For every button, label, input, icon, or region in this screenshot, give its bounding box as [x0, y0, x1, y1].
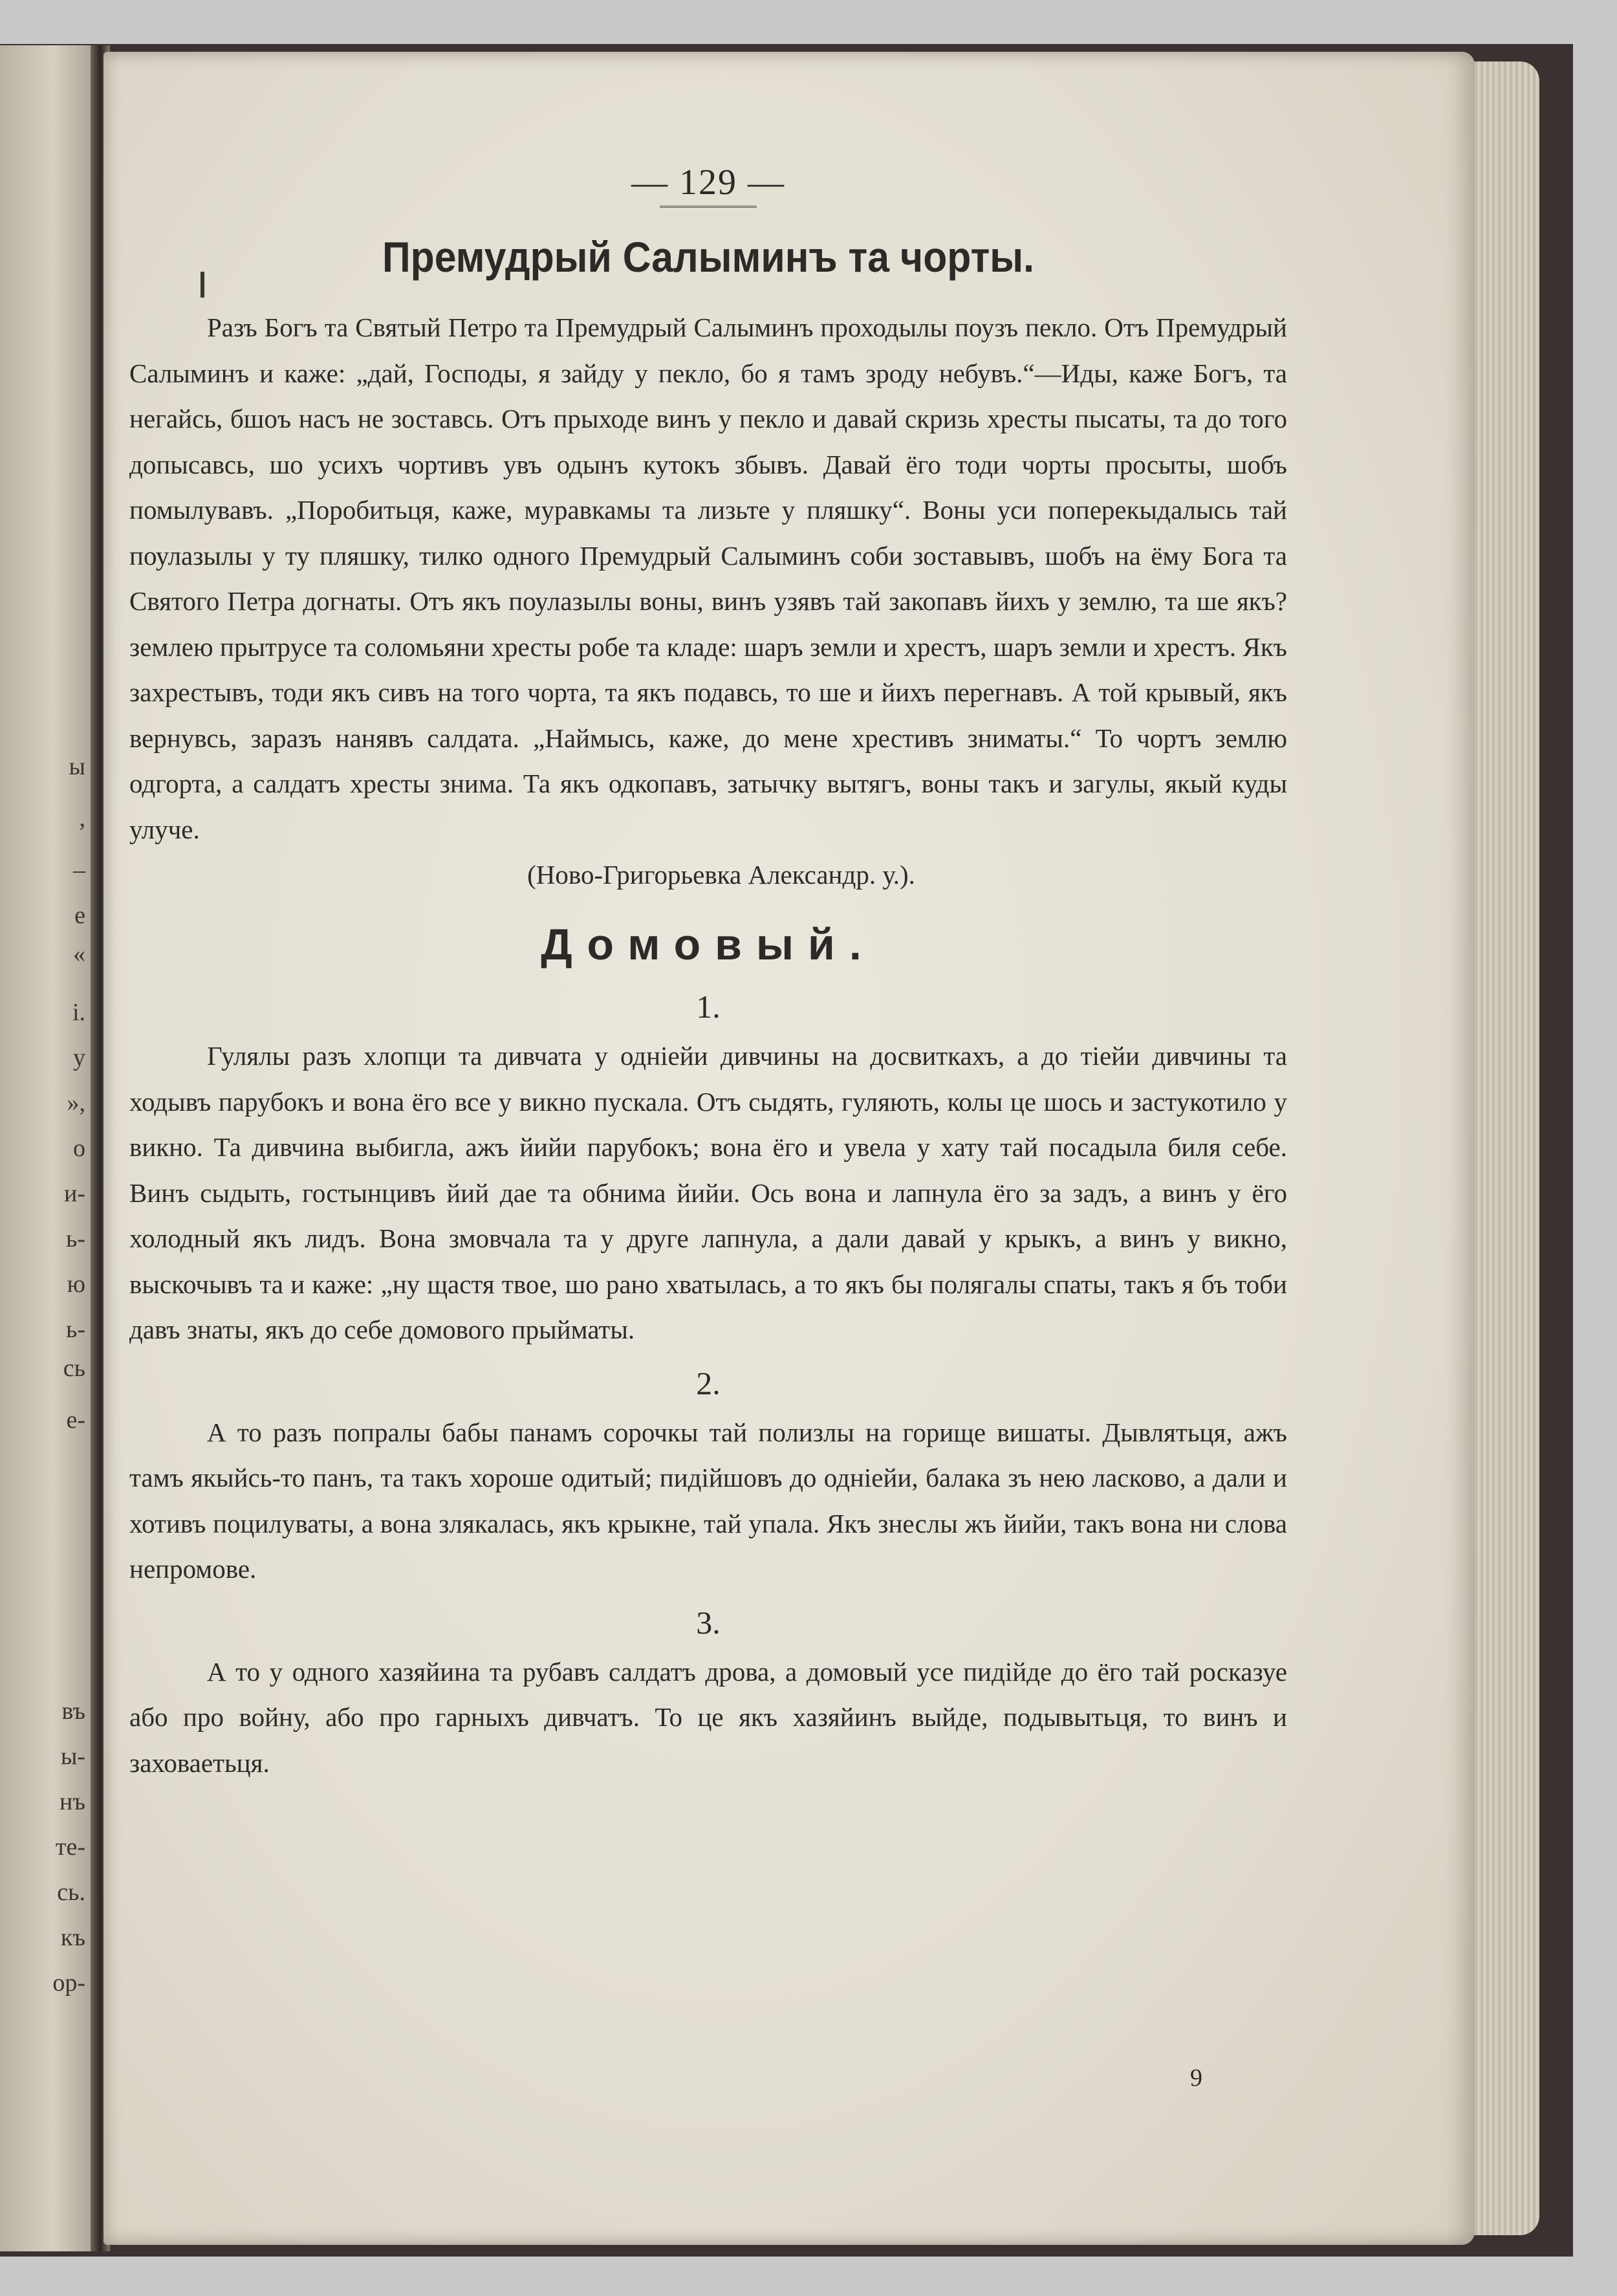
story1-title: Премудрый Салыминъ та чорты. [382, 233, 1035, 281]
facing-page-fragment: те- [55, 1833, 85, 1861]
story2-title: Домовый. [541, 920, 876, 969]
facing-page-edge [0, 45, 97, 2251]
facing-page-fragment: ь- [66, 1316, 85, 1343]
facing-page-fragment: къ [60, 1924, 85, 1951]
section-number: 3. [696, 1604, 721, 1641]
facing-page-fragment: сь [63, 1355, 85, 1382]
facing-page-fragment: нъ [60, 1788, 85, 1815]
signature-mark: 9 [1190, 2064, 1202, 2092]
section-number: 2. [696, 1364, 721, 1401]
story1-text: Разъ Богъ та Святый Петро та Премудрый Салыминъ проходылы поузъ пекло. Отъ Премудрый Салыминъ и каже: „дай, Господы, я зайду у пекло, бо я тамъ зроду небувъ.“—Иды, каже Богъ, та негайсь, бшоъ насъ не зоставсь. Отъ прыходе винъ у пекло и давай скризь хресты пысаты, та до того допысавсь, шо усихъ чортивъ увъ одынъ кутокъ збывъ. Давай ёго тоди чорты просыты, шобъ помылувавъ. „Поробитьця, каже, муравкамы та лизьте у пляшку“. Воны уси поперекыдалысь тай поулазылы у ту пляшку, тилко одного Премудрый Салыминъ соби зоставывъ, шобъ на ёму Бога та Святого Петра догнаты. Отъ якъ поулазылы воны, винъ узявъ тай закопавъ йихъ у землю, та ше якъ? землею прытрусе та соломьяни хресты робе та кладе: шаръ земли и хрестъ, шаръ земли и хрестъ. Якъ захрестывъ, тоди якъ сивъ на того чорта, та якъ подавсь, то ше и йихъ перегнавъ. А той крывый, якъ вернувсь, заразъ нанявъ салдата. „Наймысь, каже, до мене хрестивъ зниматы.“ То чортъ землю одгорта, а салдатъ хресты знима. Та якъ одкопавъ, затычку вытягъ, воны такъ и загулы, якый куды улуче. [129, 312, 1287, 844]
facing-page-fragment: – [73, 857, 85, 884]
page-number-rule [660, 206, 757, 208]
page-content [129, 110, 1287, 1786]
facing-page-fragment: ы- [60, 1743, 85, 1770]
facing-page-fragment: о [73, 1135, 85, 1162]
facing-page-fragment: сь. [57, 1879, 85, 1906]
facing-page-fragment: », [67, 1089, 85, 1117]
facing-page-fragment: у [73, 1044, 85, 1071]
facing-page-fragment: е [74, 902, 85, 929]
section-text: А то разъ попралы бабы панамъ сорочкы тай полизлы на горище вишаты. Дывлятьця, ажъ тамъ якыйсь-то панъ, та такъ хороше одитый; пидійшовъ до однiейи, балака зъ нею ласково, а дали и хотивъ поцилуваты, а вона злякалась, якъ крыкне, тай упала. Якъ знеслы жъ йийи, такъ вона ни слова непромове. [129, 1417, 1287, 1584]
facing-page-fragment: ор- [52, 1969, 85, 1996]
section-text: А то у одного хазяйина та рубавъ салдатъ дрова, а домовый усе пидійде до ёго тай росказуе або про войну, або про гарныхъ дивчатъ. То це якъ хазяйинъ выйде, подывытьця, то винъ и заховаетьця. [129, 1656, 1287, 1778]
facing-page-fragment: , [79, 805, 85, 832]
facing-page-fragment: въ [61, 1698, 85, 1725]
facing-page-fragment: і. [72, 999, 85, 1026]
facing-page-fragment: е- [66, 1406, 85, 1434]
facing-page-fragment: ь- [66, 1225, 85, 1252]
facing-page-fragment: ю [67, 1271, 85, 1298]
section-number: 1. [696, 989, 721, 1025]
facing-page-fragment: ы [69, 753, 85, 780]
page-number: — 129 — [631, 162, 785, 202]
section-text: Гулялы разъ хлопци та дивчата у однiейи дивчины на досвиткахъ, а до тiейи дивчины та ходывъ парубокъ и вона ёго все у викно пускала. Отъ сыдять, гуляють, колы це шось и застукотило у викно. Та дивчина выбигла, ажъ йийи парубокъ; вона ёго и увела у хату тай посадыла биля себе. Винъ сыдыть, гостынцивъ йий дае та обнима йийи. Ось вона и лапнула ёго за задъ, а винъ у ёго холодный якъ лидъ. Вона змовчала та у друге лапнула, а дали давай у крыкъ, а винъ у викно, выскочывъ та и каже: „ну щастя твое, шо рано хватылась, а то якъ бы полягалы спаты, такъ я бъ тоби давъ знаты, якъ до себе домового прыйматы. [129, 1041, 1287, 1344]
story1-source: (Ново-Григорьевка Александр. у.). [527, 860, 915, 890]
facing-page-fragment: и- [64, 1180, 85, 1207]
facing-page-fragment: « [73, 941, 85, 968]
